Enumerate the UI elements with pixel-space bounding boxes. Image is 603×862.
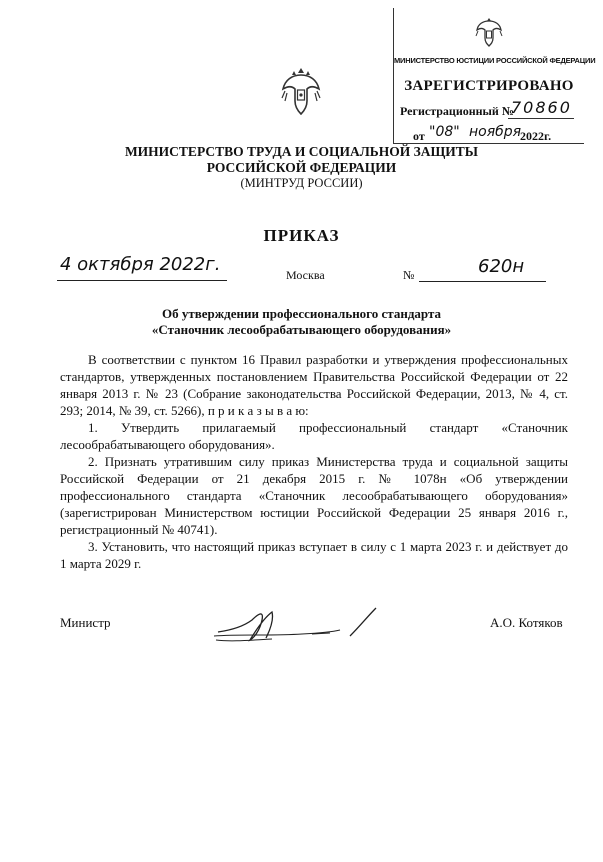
coat-of-arms-icon [279,65,323,117]
ministry-name-line1: МИНИСТЕРСТВО ТРУДА И СОЦИАЛЬНОЙ ЗАЩИТЫ [124,144,479,159]
order-date-underline [57,280,227,281]
order-date: 4 октября 2022г. [60,254,221,275]
document-type: ПРИКАЗ [263,226,340,245]
ministry-short-name: (МИНТРУД РОССИИ) [240,176,363,190]
order-city: Москва [286,268,325,282]
stamp-date-day: "08" [429,124,460,140]
stamp-registration-label: Регистрационный № [400,104,514,118]
order-number: 620н [478,256,525,277]
stamp-date-month: ноября [469,124,522,140]
body-paragraph-preamble: В соответствии с пунктом 16 Правил разработки и утверждения профессиональных стандартов, утвержденных постановлением Правительства Российской Федерации от 22 января 2013 г. № 23 (Собрание законодательства Российской Федерации, 2013, № 4, ст. 293; 2014, № 39, ст. 5266), п р и к а з ы в а ю: [60,352,568,418]
order-number-underline [419,281,546,282]
coat-of-arms-icon [474,14,504,48]
body-paragraph-item-1: 1. Утвердить прилагаемый профессиональный стандарт «Станочник лесообрабатывающего оборудования». [60,420,568,452]
signatory-name: А.О. Котяков [490,615,563,630]
document-title-line1: Об утверждении профессионального стандарта [161,306,441,321]
order-number-sign: № [403,268,415,282]
body-paragraph-item-2: 2. Признать утратившим силу приказ Министерства труда и социальной защиты Российской Федерации от 21 декабря 2015 г. № 1078н «Об утверждении профессионального стандарта «Станочник лесообрабатывающего оборудования» (зарегистрирован Министерством юстиции Российской Федерации 25 января 2016 г., регистрационный № 40741). [60,454,568,537]
stamp-registration-number: 70860 [511,98,572,117]
stamp-date-year: 2022г. [520,129,552,143]
document-body [60,351,568,572]
registration-stamp [393,8,596,144]
signatory-title: Министр [60,615,111,630]
stamp-date-prefix: от [413,129,425,143]
handwritten-signature [212,600,382,650]
stamp-ministry: МИНИСТЕРСТВО ЮСТИЦИИ РОССИЙСКОЙ ФЕДЕРАЦИИ [394,56,596,65]
stamp-registered: ЗАРЕГИСТРИРОВАНО [404,78,574,94]
ministry-name-line2: РОССИЙСКОЙ ФЕДЕРАЦИИ [206,160,397,175]
body-paragraph-item-3: 3. Установить, что настоящий приказ вступает в силу с 1 марта 2023 г. и действует до 1 марта 2029 г. [60,539,568,571]
document-title-line2: «Станочник лесообрабатывающего оборудования» [151,322,452,337]
stamp-registration-underline [508,118,574,119]
